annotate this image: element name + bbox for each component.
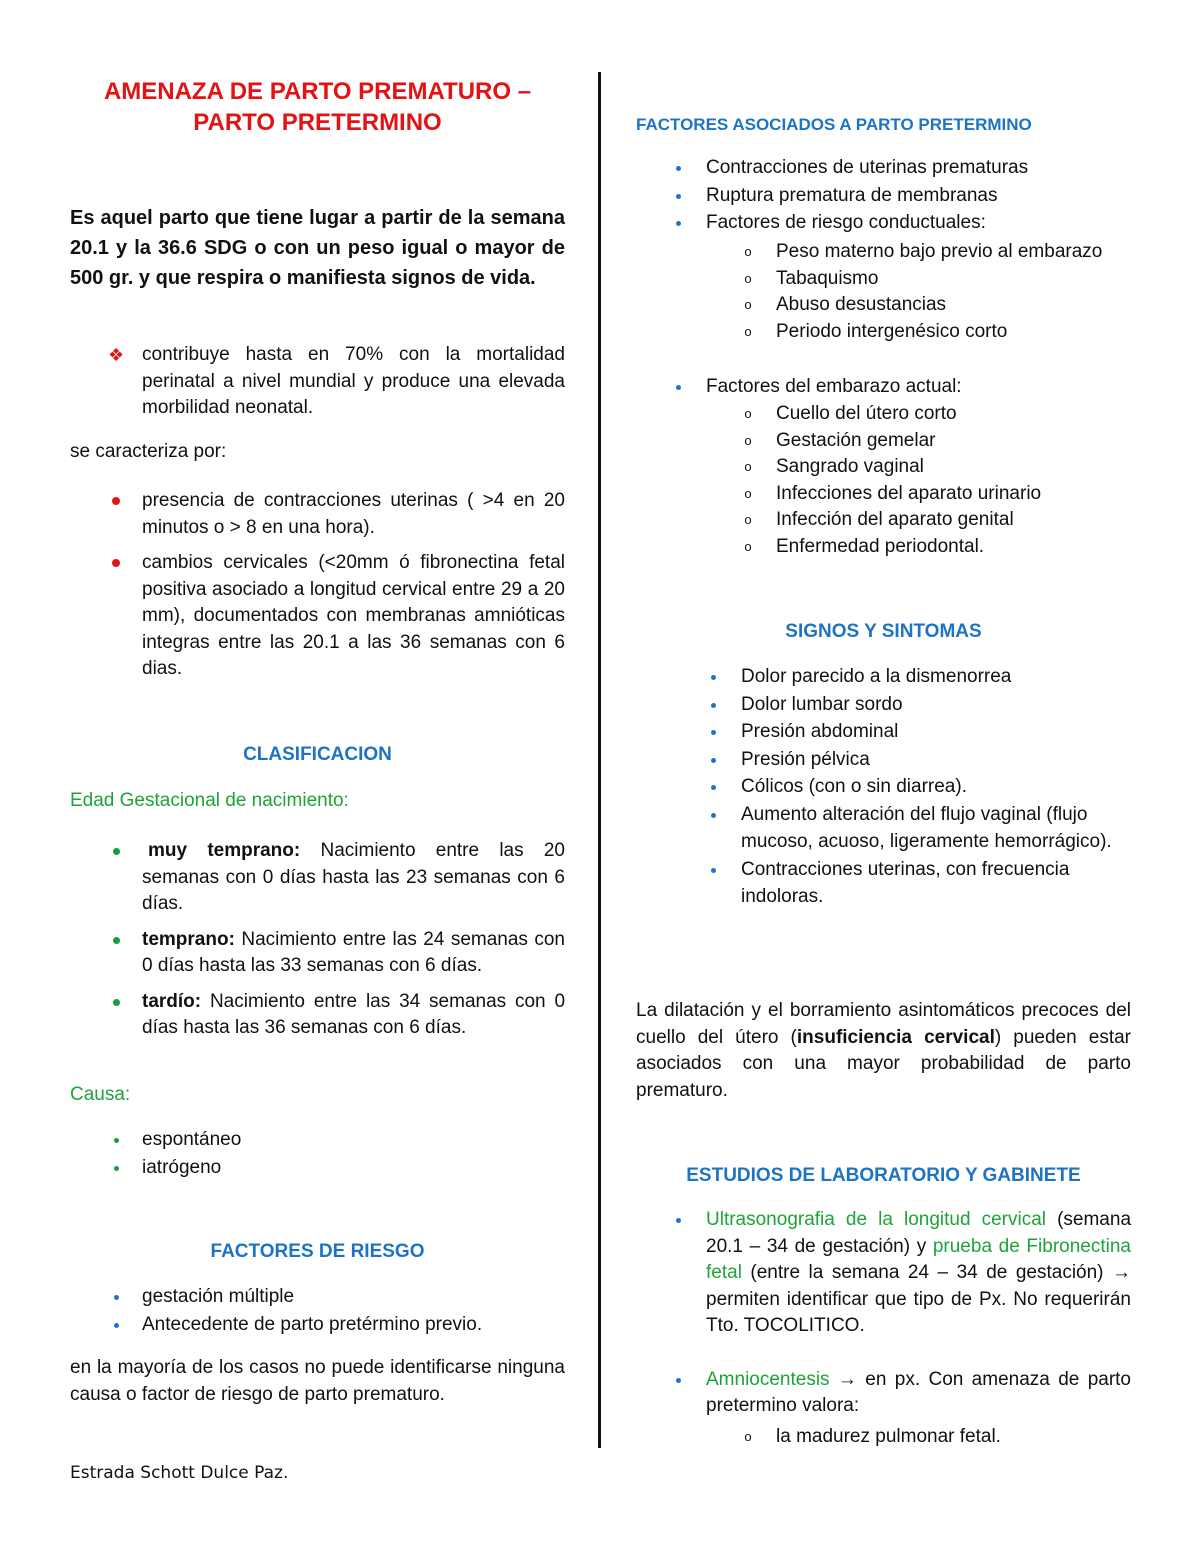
blue-dot-icon	[670, 153, 686, 180]
list-item: Ultrasonografia de la longitud cervical (semana 20.1 – 34 de gestación) y prueba de Fibronectina fetal (entre la semana 24 – 34 de gestación) → permiten identificar que tipo de Px. No requerirán Tto. TOCOLITICO.	[706, 1207, 1131, 1340]
list-item: Amniocentesis → en px. Con amenaza de parto pretermino valora:	[706, 1367, 1131, 1420]
list-item: iatrógeno	[142, 1155, 565, 1182]
list-item: o la madurez pulmonar fetal.	[776, 1424, 1131, 1451]
estudios-heading: ESTUDIOS DE LABORATORIO Y GABINETE	[686, 1165, 1081, 1186]
conductuales-list	[744, 239, 1131, 345]
asociados-heading: FACTORES ASOCIADOS A PARTO PRETERMINO	[636, 115, 1032, 134]
list-item: temprano: Nacimiento entre las 24 semanas con 0 días hasta las 33 semanas con 6 días.	[142, 927, 565, 980]
page-title: AMENAZA DE PARTO PREMATURO – PARTO PRETERMINO	[103, 78, 532, 136]
list-item: o Infecciones del aparato urinario	[776, 481, 1131, 508]
green-dot-icon	[108, 988, 124, 1015]
blue-dot-icon	[705, 744, 721, 772]
blue-dot-icon	[670, 372, 686, 399]
green-dot-icon	[108, 926, 124, 953]
list-item: espontáneo	[142, 1127, 565, 1154]
list-item: tardío: Nacimiento entre las 34 semanas con 0 días hasta las 36 semanas con 6 días.	[142, 989, 565, 1042]
circle-bullet-icon: o	[744, 1429, 752, 1444]
circle-bullet-icon: o	[744, 485, 752, 501]
embarazo-list	[744, 401, 1131, 560]
list-item: o Gestación gemelar	[776, 428, 1131, 455]
circle-bullet-icon: o	[744, 512, 752, 527]
blue-dot-icon	[705, 799, 721, 827]
circle-bullet-icon: o	[744, 432, 752, 448]
factores-heading: FACTORES DE RIESGO	[210, 1241, 425, 1262]
list-item: Presión pélvica	[741, 746, 1131, 774]
green-dot-icon	[108, 1125, 124, 1152]
list-item: o Infección del aparato genital	[776, 507, 1131, 534]
list-item: Presión abdominal	[741, 718, 1131, 746]
list-item: Cólicos (con o sin diarrea).	[741, 773, 1131, 801]
list-item: Contracciones uterinas, con frecuencia indoloras.	[741, 856, 1131, 911]
circle-bullet-icon: o	[744, 297, 752, 312]
list-item: Contracciones de uterinas prematuras	[706, 155, 1131, 182]
causa-list	[142, 1127, 565, 1181]
list-item: presencia de contracciones uterinas ( >4 en 20 minutos o > 8 en una hora).	[142, 488, 565, 541]
list-item: Ruptura prematura de membranas	[706, 183, 1131, 210]
stat-list	[108, 342, 565, 422]
edad-list	[142, 838, 565, 1042]
blue-dot-icon	[670, 181, 686, 208]
diamond-bullet-icon: ❖	[108, 345, 125, 365]
list-item: o Sangrado vaginal	[776, 454, 1131, 481]
red-dot-icon	[108, 487, 124, 514]
list-item: Factores de riesgo conductuales:	[706, 210, 1131, 237]
blue-dot-icon	[108, 1310, 124, 1337]
circle-bullet-icon: o	[744, 406, 752, 421]
list-item: o Tabaquismo	[776, 266, 1131, 293]
blue-dot-icon	[670, 1205, 686, 1232]
caract-list	[142, 488, 565, 683]
clasificacion-heading: CLASIFICACION	[243, 744, 392, 765]
author-footer: Estrada Schott Dulce Paz.	[70, 1463, 289, 1483]
list-item: o Enfermedad periodontal.	[776, 534, 1131, 561]
list-item: Antecedente de parto pretérmino previo.	[142, 1312, 565, 1339]
circle-bullet-icon: o	[744, 323, 752, 339]
blue-dot-icon	[705, 716, 721, 744]
list-item: o Periodo intergenésico corto	[776, 319, 1131, 346]
definition: Es aquel parto que tiene lugar a partir de la semana 20.1 y la 36.6 SDG o con un peso igual o mayor de 500 gr. y que respira o manifiesta signos de vida.	[70, 207, 565, 289]
list-item: Dolor lumbar sordo	[741, 691, 1131, 719]
caracteriza-label: se caracteriza por:	[70, 441, 227, 462]
list-item: o Cuello del útero corto	[776, 401, 1131, 428]
list-item: o Peso materno bajo previo al embarazo	[776, 239, 1131, 266]
list-item: muy temprano: Nacimiento entre las 20 semanas con 0 días hasta las 23 semanas con 6 días.	[142, 838, 565, 918]
causa-label: Causa:	[70, 1084, 131, 1105]
blue-dot-icon	[670, 1365, 686, 1392]
green-dot-icon	[108, 837, 124, 864]
blue-dot-icon	[705, 689, 721, 717]
list-item: Aumento alteración del flujo vaginal (flujo mucoso, acuoso, ligeramente hemorrágico).	[741, 801, 1131, 856]
list-item: cambios cervicales (<20mm ó fibronectina fetal positiva asociado a longitud cervical entre 29 a 20 mm), documentados con membranas amnióticas integras entre las 20.1 a las 36 semanas con 6 dias.	[142, 550, 565, 683]
red-dot-icon	[108, 549, 124, 576]
embarazo-heading-list	[706, 374, 1131, 401]
list-item: o Abuso desustancias	[776, 292, 1131, 319]
factores-list	[142, 1284, 565, 1338]
dilatacion-text: La dilatación y el borramiento asintomáticos precoces del cuello del útero (insuficiencia cervical) pueden estar asociados con una mayor probabilidad de parto prematuro.	[636, 1000, 1131, 1101]
edad-label: Edad Gestacional de nacimiento:	[70, 790, 349, 811]
circle-bullet-icon: o	[744, 538, 752, 554]
list-item: Factores del embarazo actual:	[706, 374, 1131, 401]
list-item	[108, 342, 565, 422]
signos-list	[741, 663, 1131, 911]
blue-dot-icon	[705, 854, 721, 882]
blue-dot-icon	[705, 771, 721, 799]
list-item: gestación múltiple	[142, 1284, 565, 1311]
blue-dot-icon	[705, 661, 721, 689]
circle-bullet-icon: o	[744, 459, 752, 474]
blue-dot-icon	[670, 208, 686, 235]
green-dot-icon	[108, 1153, 124, 1180]
signos-heading: SIGNOS Y SINTOMAS	[785, 621, 982, 642]
mayoria-text: en la mayoría de los casos no puede identificarse ninguna causa o factor de riesgo de parto prematuro.	[70, 1357, 565, 1405]
stat-text: contribuye hasta en 70% con la mortalidad perinatal a nivel mundial y produce una elevada morbilidad neonatal.	[142, 344, 565, 418]
estudios-list	[706, 1207, 1131, 1420]
amnio-sub-list	[744, 1424, 1131, 1451]
list-item: Dolor parecido a la dismenorrea	[741, 663, 1131, 691]
column-divider	[598, 72, 601, 1448]
blue-dot-icon	[108, 1282, 124, 1309]
circle-bullet-icon: o	[744, 270, 752, 286]
circle-bullet-icon: o	[744, 244, 752, 259]
asociados-list	[706, 155, 1131, 237]
